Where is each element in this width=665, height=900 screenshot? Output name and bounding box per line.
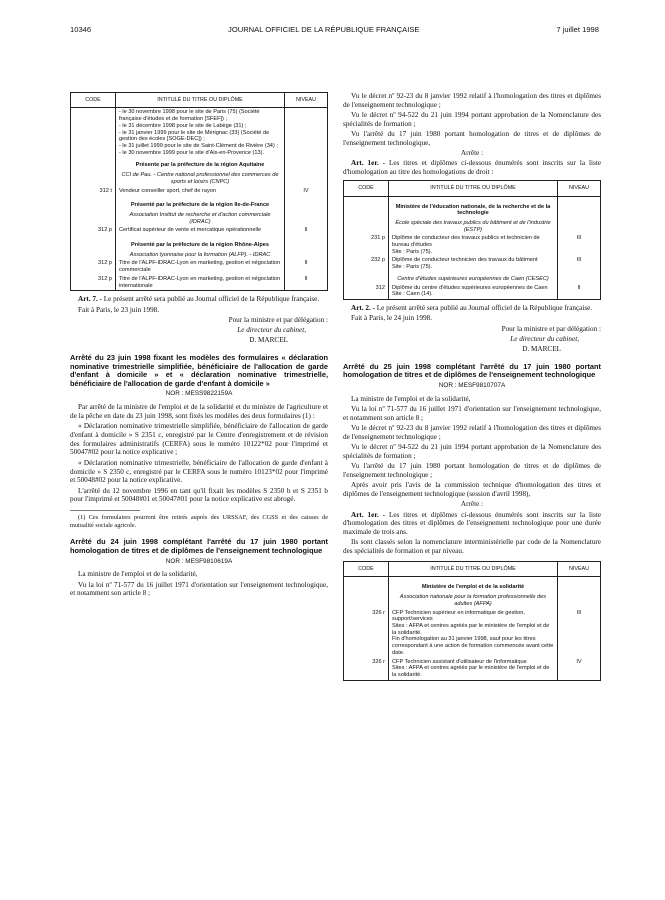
decree-title: Arrêté du 25 juin 1998 complétant l'arrêté du 17 juin 1980 portant homologation de titres et de diplômes de l'enseignement technologique [343,361,601,380]
organisation-name: CCI de Pau. - Centre national professionnel des commerces de sports et loisirs (CNPC) [121,172,279,185]
paragraph: Vu l'arrêté du 17 juin 1980 portant homologation de titres et de diplômes de l'enseignement technologique ; [343,462,601,479]
signature-line: Pour la ministre et par délégation : [501,324,601,333]
paragraph: Vu le décret nº 92-23 du 8 janvier 1992 relatif à l'homologation des titres et diplômes de l'enseignement technologique ; [343,92,601,109]
paragraph: Après avoir pris l'avis de la commission technique d'homologation des titres et diplômes de l'enseignement technologique (session d'avril 1998), [343,481,601,499]
row-code: 312 p [71,275,116,291]
signed-place-date: Fait à Paris, le 24 juin 1998. [351,314,433,323]
nor-reference: NOR : MESS9822159A [165,390,233,398]
article-1: Art. 1er. - Les titres et diplômes ci-dessous énumérés sont inscrits sur la liste d'homologation des titres et diplômes de l'enseignement technologique pour une durée maximale de trois ans. [343,510,602,537]
organisation-name: Centre d'études supérieures européennes de Caen (CESEC) [397,275,549,282]
row-level: II [558,284,601,300]
titles-table-3 [343,561,601,681]
row-code: 312 [344,284,389,300]
issue-date: 7 juillet 1998 [556,25,599,34]
article-7: Art. 7. - Le présent arrêté sera publié au Journal officiel de la République française. [78,295,320,304]
row-title: CFP Technicien supérieur en informatique de gestion, support/services [392,609,525,623]
paragraph: « Déclaration nominative trimestrielle simplifiée, bénéficiaire de l'allocation de garde d'enfant à domicile » S 2351 c, enregistré par le Centre d'enregistrement et de révision des formulaires administratifs (CERFA) sous le numéro 10122*02 pour l'imprimé et 50047#02 pour la notice explicative ; [70,422,328,457]
organisation-name: Association lyonnaise pour la formation (ALFP). - IDRAC [129,251,271,258]
prefecture-heading: Présenté par la préfecture de la région Rhône-Alpes [130,242,270,249]
titles-table-2 [343,180,601,300]
paragraph: Vu le décret nº 94-522 du 21 juin 1994 portant approbation de la Nomenclature des spécialités de formation ; [343,443,601,460]
row-title: Diplôme du centre d'études supérieures européennes de Caen [392,284,548,291]
row-level: II [285,226,328,235]
paragraph: Vu le décret nº 94-522 du 21 juin 1994 portant approbation de la Nomenclature des spécialités de formation ; [343,111,601,128]
col-header-code: CODE [344,561,389,576]
row-level: II [285,275,328,291]
col-header-title: INTITULÉ DU TITRE OU DIPLÔME [389,181,558,196]
signature-role: Le directeur du cabinet, [510,334,579,343]
row-level: III [558,256,601,271]
titles-table-1 [70,92,328,291]
nor-reference: NOR : MESF9810707A [438,381,506,389]
row-title: Diplôme de conducteur technicien des travaux du bâtiment [392,257,538,264]
row-code: 312 t [71,187,116,196]
signature-role: Le directeur du cabinet, [237,326,306,335]
row-level: IV [558,658,601,681]
signature-name: D. MARCEL [522,345,561,354]
row-site: Site : Paris (75). [392,248,433,255]
organisation-name: École spéciale des travaux publics du bâtiment et de l'industrie (ESTP) [395,219,551,233]
row-title: Titre de l'ALPF-IDRAC-Lyon en marketing, gestion et négociation internationale [116,275,285,291]
col-header-title: INTITULÉ DU TITRE OU DIPLÔME [116,93,285,108]
organisation-name: Association nationale pour la formation professionnelle des adultes (AFPA) [399,594,547,607]
row-title: Certificat supérieur de vente et mercatique opérationnelle [116,226,285,235]
row-end-note: Fin d'homologation au 31 janvier 1998, sauf pour les titres correspondant à une action de formation commencée avant cette date. [392,636,554,656]
paragraph: La ministre de l'emploi et de la solidarité, [78,570,198,579]
row-code: 312 p [71,226,116,235]
paragraph: Vu le décret nº 92-23 du 8 janvier 1992 relatif à l'homologation des titres et diplômes de l'enseignement technologique ; [343,424,601,441]
row-title: Vendeur conseiller sport, chef de rayon [116,187,285,196]
journal-title: JOURNAL OFFICIEL DE LA RÉPUBLIQUE FRANÇAISE [228,25,420,34]
row-code: 326 r [344,658,389,681]
row-level: II [285,259,328,274]
ministry-heading: Ministère de l'emploi et de la solidarité [421,584,525,591]
left-column [70,92,328,600]
col-header-code: CODE [71,93,116,108]
row-level: III [558,234,601,256]
signature-line: Pour la ministre et par délégation : [228,315,328,324]
right-column [343,92,601,681]
row-site: Site : Paris (75). [392,264,433,271]
row-sites: Sites : AFPA et centres agréés par le ministère de l'emploi et de la solidarité. [392,665,550,678]
row-title: CFP Technicien assistant d'utilisateur de l'informatique [392,658,527,665]
row-sites: Sites : AFPA et centres agréés par le ministère de l'emploi et de la solidarité. [392,622,550,636]
paragraph: Par arrêté de la ministre de l'emploi et de la solidarité et du ministre de l'agriculture et de la pêche en date du 23 juin 1998, sont fixés les modèles des deux formulaires (1) : [70,403,328,420]
row-code: 312 p [71,259,116,274]
paragraph: Ils sont classés selon la nomenclature interministérielle par code de la Nomenclature des spécialités de formation et par niveau. [343,538,601,556]
row-site: Site : Caen (14). [392,291,433,298]
decree-title: Arrêté du 24 juin 1998 complétant l'arrêté du 17 juin 1980 portant homologation de titres et de diplômes de l'enseignement technologique [70,537,328,555]
article-2: Art. 2. - Le présent arrêté sera publié au Journal officiel de la République française. [351,303,593,312]
site-list: - le 30 novembre 1998 pour le site de Paris (75) (Société française d'études et de formation [SFEF]) ; - le 31 décembre 1998 pour le site de Labège (31) ; - le 31 janvier 1999 pour le site de Mérignac (33) (Société de gestion des écoles [SOGE-DEC]) ; - le 31 juillet 1999 pour le site de Saint-Clément de Rivière (34) ; - le 30 novembre 1999 pour le site d'Aix-en-Provence (13). Présente par la préfecture de la région Aquitaine CCI de Pau. - Centre national professionnel des commerces de sports et loisirs (CNPC) [116,108,285,187]
row-title: Diplôme de conducteur des travaux publics et technicien de bureau d'études [392,235,540,249]
row-title: Titre de l'ALPF-IDRAC-Lyon en marketing, gestion et négociation commerciale [116,259,285,274]
col-header-level: NIVEAU [285,93,328,108]
paragraph: L'arrêté du 12 novembre 1996 en tant qu'il fixait les modèles S 2350 b et S 2351 b pour l'imprimé et 50048#01 et 50047#01 pour la notice explicative est abrogé. [70,486,328,504]
organisation-name: Association Institut de recherche et d'action commerciale (IDRAC) [129,211,271,225]
nor-reference: NOR : MESF9810619A [165,557,233,565]
paragraph: Vu la loi nº 71-577 du 16 juillet 1971 d'orientation sur l'enseignement technologique, et notamment son article 8 ; [343,404,601,422]
signed-place-date: Fait à Paris, le 23 juin 1998. [78,305,160,314]
col-header-title: INTITULÉ DU TITRE OU DIPLÔME [389,561,558,576]
decree-title: Arrêté du 23 juin 1998 fixant les modèles des formulaires « déclaration nominative trimestrielle simplifiée, bénéficiaire de l'allocation de garde d'enfant à domicile » et « déclaration nominative trimestrielle, bénéficiaire de l'allocation de garde d'enfant à domicile » [70,353,328,388]
arrete-heading: Arrête : [460,500,484,509]
col-header-code: CODE [344,181,389,196]
row-level: III [558,609,601,658]
page-number: 10346 [70,25,92,34]
footnote: (1) Ces formulaires pourront être retirés auprès des URSSAF, des CGSS et des caisses de mutualité sociale agricole. [70,514,328,529]
row-code: 231 p [344,234,389,256]
ministry-heading: Ministère de l'éducation nationale, de la recherche et de la technologie [395,203,551,217]
row-code: 326 r [344,609,389,658]
paragraph: « Déclaration nominative trimestrielle, bénéficiaire de l'allocation de garde d'enfant à domicile » S 2350 c, enregistré par le CERFA sous le numéro 10123*02 pour l'imprimé et 50048#02 pour la notice explicative. [70,458,328,485]
row-code: 232 p [344,256,389,271]
arrete-heading: Arrête : [460,149,484,158]
article-1: Art. 1er. - Les titres et diplômes ci-dessous énumérés sont inscrits sur la liste d'homologation au titre des homologations de droit : [343,159,602,177]
row-level: IV [285,187,328,196]
paragraph: Vu la loi nº 71-577 du 16 juillet 1971 d'orientation sur l'enseignement technologique, et notamment son article 8 ; [70,580,328,598]
col-header-level: NIVEAU [558,561,601,576]
prefecture-heading: Présenté par la préfecture de la région Ile-de-France [130,202,270,209]
signature-name: D. MARCEL [249,336,288,345]
paragraph: Vu l'arrêté du 17 juin 1980 portant homologation de titres et de diplômes de l'enseignement technologique, [343,130,601,147]
paragraph: La ministre de l'emploi et de la solidarité, [351,394,471,403]
col-header-level: NIVEAU [558,181,601,196]
prefecture-heading: Présente par la préfecture de la région Aquitaine [135,162,265,169]
page-header [70,25,599,34]
